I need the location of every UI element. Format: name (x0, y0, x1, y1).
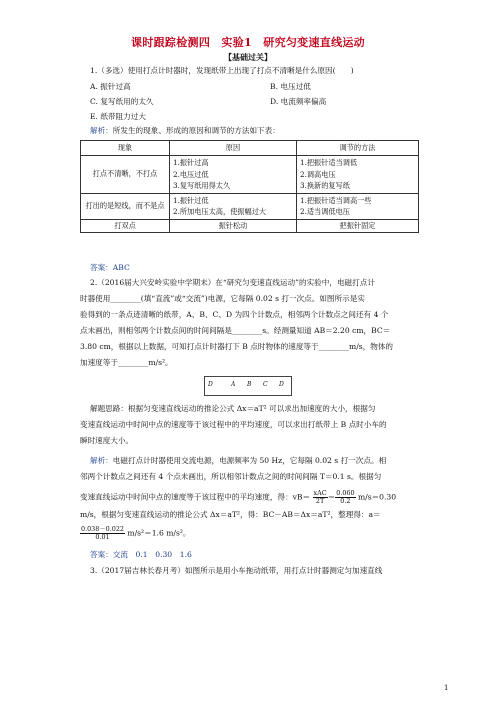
cause-line: 2.电压过低 (173, 169, 209, 179)
table-cell-phenomenon: 打出的是短线，而不是点 (81, 193, 170, 219)
table-header: 调节的方法 (297, 141, 419, 156)
q2-line: 点未画出，则相邻两个计数点间的时间间隔是________s。经测量知道 AB＝2.20 cm，BC＝ (80, 326, 391, 335)
q2-line: 时器使用________(填“直流”或“交流”)电源，它每隔 0.02 s 打一次点。如图所示是实 (80, 294, 365, 303)
tape-label: B (247, 381, 252, 388)
q1-option-c: C. 复写纸用的太久 (90, 97, 154, 106)
cause-line: 1.振针过低 (173, 195, 209, 205)
cause-table (80, 140, 419, 233)
q2-answer-value: 交流 0.1 0.30 1.6 (112, 550, 192, 559)
q2-analysis-line (80, 526, 191, 541)
q2-line: 2.（2016届大兴安岭实验中学期末）在“研究匀变速直线运动”的实验中，电磁打点计 (90, 278, 375, 287)
q2-hint-line: 瞬时速度大小。 (80, 436, 134, 445)
table-row (81, 193, 419, 219)
q2-hint-line: 变速直线运动中时间中点的速度等于该过程中的平均速度，可以求出打纸带上 B 点时小车的 (80, 420, 387, 429)
fraction-denominator: 0.01 (95, 533, 110, 541)
q1-answer-value: ABC (112, 263, 130, 272)
q2-analysis-line: 变速直线运动中时间中点的速度等于该过程中的平均速度，得：vB＝ $\frac{\text{xAC}}{2T}$ ＝ $\frac{0.060}{0.2}$ m/s＝0.30 (80, 489, 397, 505)
fraction-denominator: 2T (315, 497, 325, 505)
q1-analysis-text: 所发生的现象、形成的原因和调节的方法如下表： (112, 126, 280, 135)
fraction-numerator: 0.060 (336, 489, 355, 497)
page-number: 1 (444, 684, 449, 692)
table-header-row (81, 141, 419, 156)
tape-label: C (263, 381, 268, 388)
table-cell-fixes: 把振针固定 (297, 219, 419, 232)
q1-analysis-label: 解析： (90, 126, 113, 135)
q2-line: 加速度等于________m/s²。 (80, 358, 173, 367)
cause-line: 1.振针过高 (173, 158, 209, 167)
fix-line: 2.调高电压 (300, 169, 336, 179)
table-row (81, 156, 419, 194)
tape-label: D (279, 381, 284, 388)
q2-line: 3.80 cm，根据以上数据，可知打点计时器打下 B 点时物体的速度等于________m/s，物体的 (80, 342, 394, 351)
q2-hint-line: 解题思路：根据匀变速直线运动的推论公式 Δx＝aT² 可以求出加速度的大小，根据匀 (90, 404, 376, 413)
q2-line: 验得到的一条点迹清晰的纸带，A、B、C、D 为四个计数点，相邻两个计数点之间还有 4 个 (80, 310, 389, 319)
table-cell-fixes (297, 193, 419, 219)
table-cell-causes (170, 156, 297, 194)
q1-option-b: B. 电压过低 (270, 82, 311, 91)
table-header: 原因 (170, 141, 297, 156)
table-cell-phenomenon: 打点不清晰，不打点 (81, 156, 170, 194)
tape-label: A (231, 381, 236, 388)
q1-option-a: A. 振针过高 (90, 82, 131, 91)
q1-option-d: D. 电流频率偏高 (270, 97, 327, 106)
tape-label: D (208, 381, 213, 388)
q2-analysis-line: 邻两个计数点之间还有 4 个点未画出，所以相邻计数点之间的时间间隔 T＝0.1 s。根据匀 (80, 472, 382, 481)
q2-analysis-line: m/s，根据匀变速直线运动的推论公式 Δx＝aT²，得：BC－AB＝Δx＝aT²，整理得：a＝ (80, 510, 381, 519)
fraction (80, 526, 125, 541)
tape-strip-figure (204, 376, 292, 396)
q2-analysis-text: m/s＝0.30 (357, 492, 397, 502)
fraction-denominator: 0.2 (340, 497, 351, 505)
fraction (313, 490, 328, 505)
q2-analysis-text: m/s²＝1.6 m/s²。 (127, 528, 191, 538)
table-header: 现象 (81, 141, 170, 156)
table-cell-fixes (297, 156, 419, 194)
fraction-numerator: 0.038－0.022 (81, 525, 124, 533)
page-title: 课时跟踪检测四 实验1 研究匀变速直线运动 (131, 36, 365, 49)
q2-answer (90, 550, 192, 560)
fraction (335, 490, 355, 505)
q2-analysis-text: 变速直线运动中时间中点的速度等于该过程中的平均速度，得：vB＝ (80, 492, 311, 502)
fix-line: 1.把振针适当调高一些 (300, 195, 372, 205)
q1-stem: 1.（多选）使用打点计时器时，发现纸带上出现了打点不清晰是什么原因( ) (90, 66, 354, 75)
q3-stem: 3.（2017届吉林长春月考）如图所示是用小车拖动纸带，用打点计时器测定匀加速直线 (90, 566, 383, 575)
q1-analysis (90, 126, 280, 136)
table-cell-causes: 振针松动 (170, 219, 297, 232)
q2-analysis-text: 电磁打点计时器使用交流电源，电源频率为 50 Hz，它每隔 0.02 s 打一次点。相 (112, 456, 387, 465)
q2-analysis-line (90, 456, 386, 466)
q1-answer (90, 263, 130, 273)
table-cell-phenomenon: 打双点 (81, 219, 170, 232)
q2-answer-label: 答案： (90, 550, 113, 559)
q2-analysis-label: 解析： (90, 456, 113, 465)
cause-line: 3.复写纸用得太久 (173, 181, 231, 190)
cause-line: 2.所加电压太高，使振幅过大 (173, 207, 267, 216)
section-heading: 【基础过关】 (224, 52, 272, 62)
q1-option-e: E. 纸带阻力过大 (90, 112, 146, 121)
fix-line: 1.把振针适当调低 (300, 158, 358, 167)
fix-line: 2.适当调低电压 (300, 207, 350, 216)
table-cell-causes (170, 193, 297, 219)
table-row (81, 219, 419, 232)
fraction-numerator: xAC (313, 489, 327, 497)
q1-answer-label: 答案： (90, 263, 113, 272)
fix-line: 3.换新的复写纸 (300, 181, 350, 190)
